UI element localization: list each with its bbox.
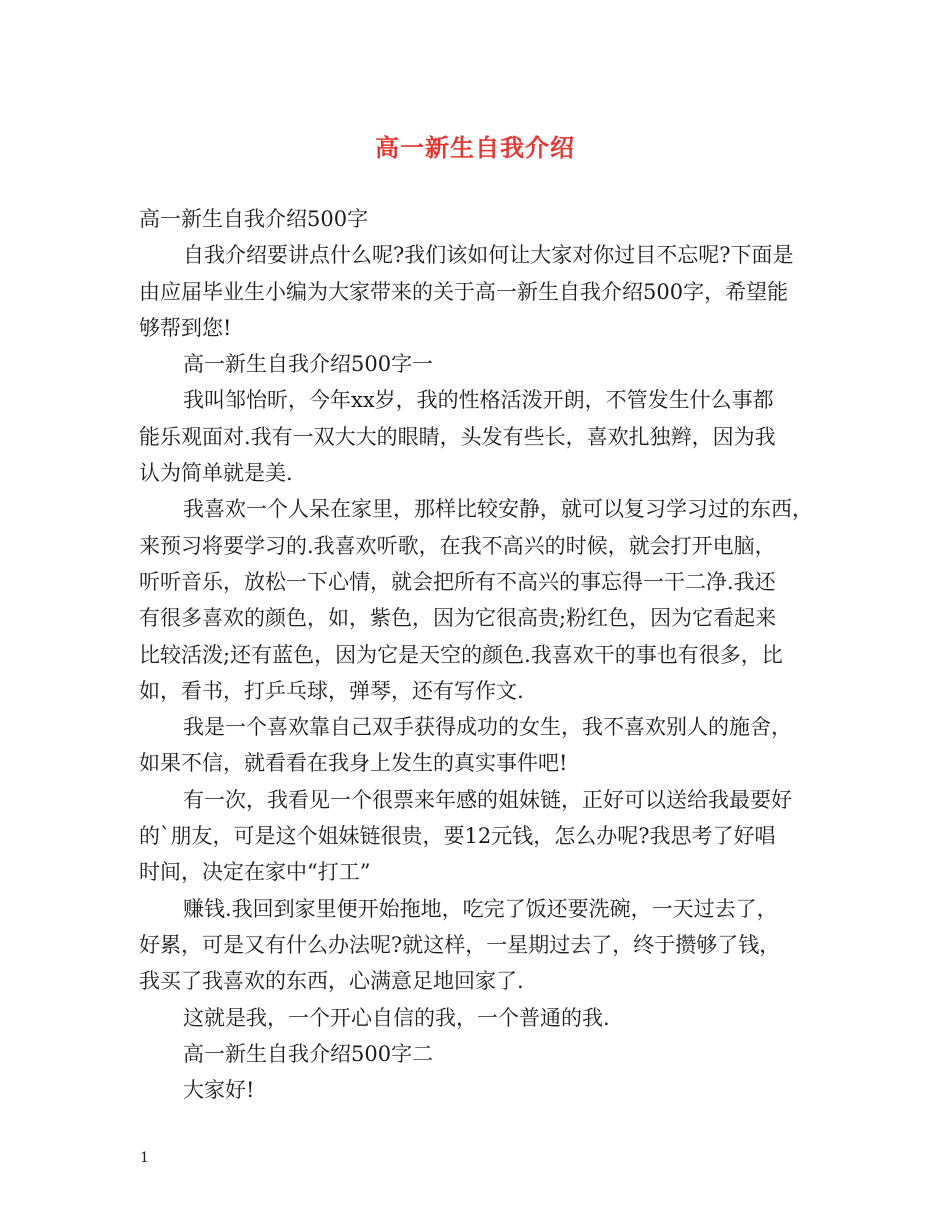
text-line: 赚钱.我回到家里便开始拖地，吃完了饭还要洗碗，一天过去了， — [183, 896, 778, 921]
text-line: 有很多喜欢的颜色，如，紫色，因为它很高贵;粉红色，因为它看起来 — [139, 606, 777, 631]
text-line: 高一新生自我介绍500字一 — [183, 352, 434, 377]
text-line: 好累，可是又有什么办法呢?就这样，一星期过去了，终于攒够了钱， — [139, 932, 781, 957]
text-line: 比较活泼;还有蓝色，因为它是天空的颜色.我喜欢干的事也有很多，比 — [139, 642, 783, 667]
text-line: 如果不信，就看看在我身上发生的真实事件吧! — [139, 751, 568, 776]
text-line: 能乐观面对.我有一双大大的眼睛，头发有些长，喜欢扎独辫，因为我 — [139, 424, 776, 449]
text-line: 我买了我喜欢的东西，心满意足地回家了. — [139, 969, 524, 994]
text-line: 高一新生自我介绍500字 — [139, 207, 369, 231]
document-title: 高一新生自我介绍 — [375, 134, 575, 162]
text-line: 我是一个喜欢靠自己双手获得成功的女生，我不喜欢别人的施舍， — [183, 715, 792, 740]
text-line: 认为简单就是美. — [139, 461, 293, 486]
page-number: 1 — [140, 1150, 149, 1166]
text-line: 我喜欢一个人呆在家里，那样比较安静，就可以复习学习过的东西， — [183, 497, 813, 522]
text-line: 如，看书，打乒乓球，弹琴，还有写作文. — [139, 678, 524, 703]
text-line: 我叫邹怡昕，今年xx岁，我的性格活泼开朗，不管发生什么事都 — [183, 388, 774, 413]
text-line: 来预习将要学习的.我喜欢听歌，在我不高兴的时候，就会打开电脑， — [139, 533, 776, 558]
document-body — [139, 201, 829, 1108]
text-line: 大家好! — [183, 1078, 255, 1103]
text-line: 高一新生自我介绍500字二 — [183, 1041, 434, 1066]
text-line: 够帮到您! — [139, 315, 232, 340]
text-line: 时间，决定在家中“打工” — [139, 860, 371, 885]
text-line: 听听音乐，放松一下心情，就会把所有不高兴的事忘得一干二净.我还 — [139, 569, 776, 594]
text-line: 由应届毕业生小编为大家带来的关于高一新生自我介绍500字，希望能 — [139, 279, 789, 304]
text-line: 这就是我，一个开心自信的我，一个普通的我. — [183, 1005, 610, 1030]
text-line: 的`朋友，可是这个姐妹链很贵，要12元钱，怎么办呢?我思考了好唱 — [139, 824, 776, 849]
text-line: 有一次，我看见一个很票来年感的姐妹链，正好可以送给我最要好 — [183, 787, 792, 812]
text-line: 自我介绍要讲点什么呢?我们该如何让大家对你过目不忘呢?下面是 — [183, 243, 794, 268]
